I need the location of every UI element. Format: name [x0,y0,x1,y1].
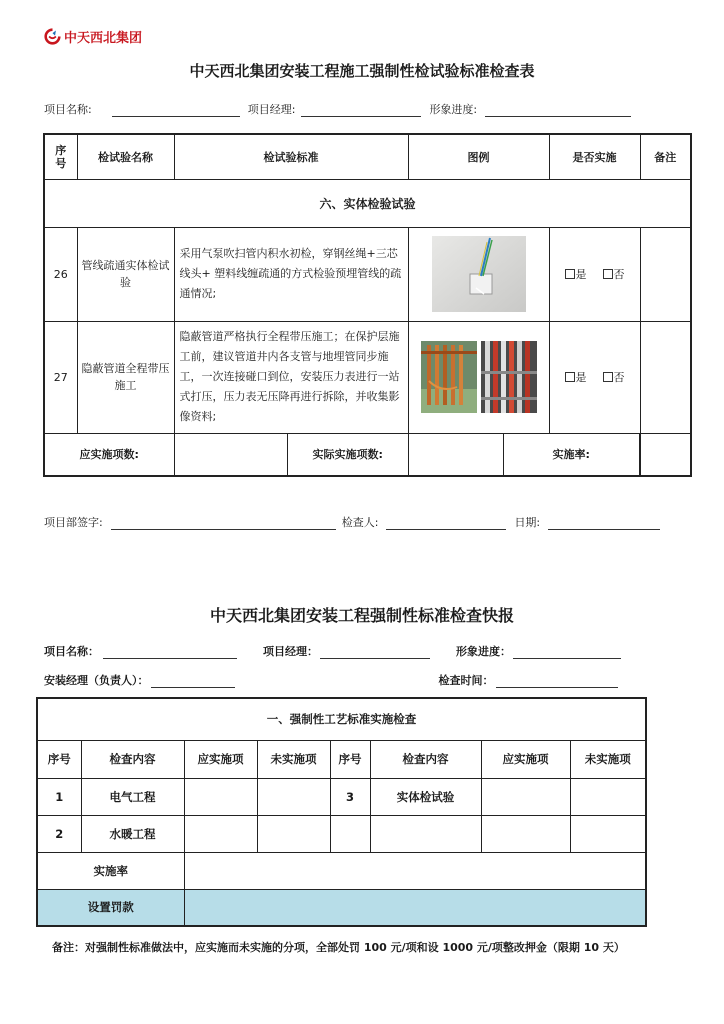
fine-value[interactable] [184,889,646,926]
row-standard: 采用气泵吹扫管内积水初检，穿钢丝绳+三芯线头+ 塑料线缠疏通的方式检验预埋管线的疏通情况; [174,227,408,321]
header-cell: 是否实施 [549,134,640,179]
checkbox-icon[interactable] [565,372,575,382]
header-cell: 未实施项 [570,740,646,778]
pipe-photo-left [421,341,477,413]
wall-conduit-photo [432,236,526,312]
header-cell: 检查内容 [81,740,184,778]
inspector-field[interactable] [386,517,506,530]
rate-value[interactable] [640,433,691,476]
table-row [44,321,691,433]
install-manager-label: 安装经理（负责人）： [44,674,149,687]
form2-title: 中天西北集团安装工程强制性标准检查快报 [209,606,514,625]
table-header-row [44,134,691,179]
table-row [37,778,646,815]
checkbox-icon[interactable] [603,372,613,382]
no-option[interactable]: 否 [603,266,625,282]
row-name: 管线疏通实体检试验 [77,227,174,321]
should-cell[interactable] [184,815,257,852]
section-row [37,698,646,740]
row-number: 26 [44,227,77,321]
form2-info-row-2 [44,672,618,688]
section-title: 六、实体检验试验 [44,179,691,227]
section-row [44,179,691,227]
remark-cell[interactable] [640,321,691,433]
progress-label: 形象进度: [429,103,478,116]
table-header-row [37,740,646,778]
project-manager-field[interactable] [320,646,430,659]
row-number: 27 [44,321,77,433]
table-row [44,227,691,321]
not-done-cell[interactable] [570,778,646,815]
header-cell: 备注 [640,134,691,179]
inspector-label: 检查人: [341,516,379,529]
form1-info-row [44,101,631,117]
check-time-label: 检查时间： [438,674,494,687]
row-number: 2 [37,815,81,852]
should-cell[interactable] [481,815,570,852]
inspection-table [43,133,692,477]
header-cell: 检试验名称 [77,134,174,179]
header-cell: 检查内容 [370,740,481,778]
rate-label: 实施率 [37,852,184,889]
not-done-cell[interactable] [257,778,330,815]
row-standard: 隐蔽管道严格执行全程带压施工；在保护层施工前，建议管道井内各支管与地埋管同步施工，一次连接碰口到位，安装压力表进行一站式打压，压力表无压降再进行拆除，并收集影像资料; [174,321,408,433]
should-count-value[interactable] [175,434,288,475]
row-number [330,815,370,852]
quick-report-table [36,697,647,927]
not-done-cell[interactable] [570,815,646,852]
rate-row [37,852,646,889]
row-item: 电气工程 [81,778,184,815]
summary-right [408,433,640,476]
pressure-pipe-photos [409,341,549,413]
row-number: 3 [330,778,370,815]
row-item: 实体检试验 [370,778,481,815]
check-time-field[interactable] [496,675,618,688]
actual-count-value[interactable] [409,434,504,475]
form2-info-row [44,643,621,659]
project-manager-label: 项目经理: [247,103,296,116]
form1-title: 中天西北集团安装工程施工强制性检试验标准检查表 [189,62,535,80]
header-cell: 图例 [408,134,549,179]
signature-row [44,514,660,530]
fine-row [37,889,646,926]
header-cell: 检试验标准 [174,134,408,179]
remark-cell[interactable] [640,227,691,321]
row-image-cell [408,227,549,321]
header-cell: 未实施项 [257,740,330,778]
should-cell[interactable] [184,778,257,815]
yes-option[interactable]: 是 [565,369,587,385]
table-row [37,815,646,852]
header-cell: 应实施项 [184,740,257,778]
install-manager-field[interactable] [151,675,235,688]
dept-sign-label: 项目部签字: [44,516,103,529]
project-manager-field[interactable] [301,104,421,117]
row-item: 水暖工程 [81,815,184,852]
yes-option[interactable]: 是 [565,266,587,282]
header-cell: 序号 [44,134,77,179]
fine-label: 设置罚款 [37,889,184,926]
company-logo-icon [44,28,61,45]
progress-field[interactable] [485,104,631,117]
date-label: 日期: [514,516,541,529]
no-option[interactable]: 否 [603,369,625,385]
row-item [370,815,481,852]
summary-row [44,433,691,476]
company-logo [44,27,142,46]
project-manager-label: 项目经理： [263,645,318,658]
logo-text: 中天西北集团 [64,31,143,46]
row-number: 1 [37,778,81,815]
header-cell: 应实施项 [481,740,570,778]
implemented-choice [549,227,640,321]
project-name-field[interactable] [103,646,237,659]
project-name-field[interactable] [112,104,240,117]
section-title: 一、强制性工艺标准实施检查 [37,698,646,740]
footnote: 备注：对强制性标准做法中，应实施而未实施的分项，全部处罚 100 元/项和设 1000 元/项整改押金（限期 10 天） [52,941,625,954]
implemented-choice [549,321,640,433]
summary-middle [174,433,408,476]
pipe-photo-right [481,341,537,413]
progress-field[interactable] [513,646,621,659]
checkbox-icon[interactable] [603,269,613,279]
row-name: 隐蔽管道全程带压施工 [77,321,174,433]
rate-value[interactable] [184,852,646,889]
should-count-label: 应实施项数: [44,433,174,476]
row-image-cell [408,321,549,433]
should-cell[interactable] [481,778,570,815]
actual-count-label: 实际实施项数: [312,448,383,461]
progress-label: 形象进度： [456,645,511,658]
checkbox-icon[interactable] [565,269,575,279]
project-name-label: 项目名称： [44,645,99,658]
header-cell: 序号 [330,740,370,778]
project-name-label: 项目名称: [44,103,92,116]
date-field[interactable] [548,517,660,530]
header-cell: 序号 [37,740,81,778]
not-done-cell[interactable] [257,815,330,852]
rate-label: 实施率: [504,434,640,475]
dept-sign-field[interactable] [111,517,336,530]
